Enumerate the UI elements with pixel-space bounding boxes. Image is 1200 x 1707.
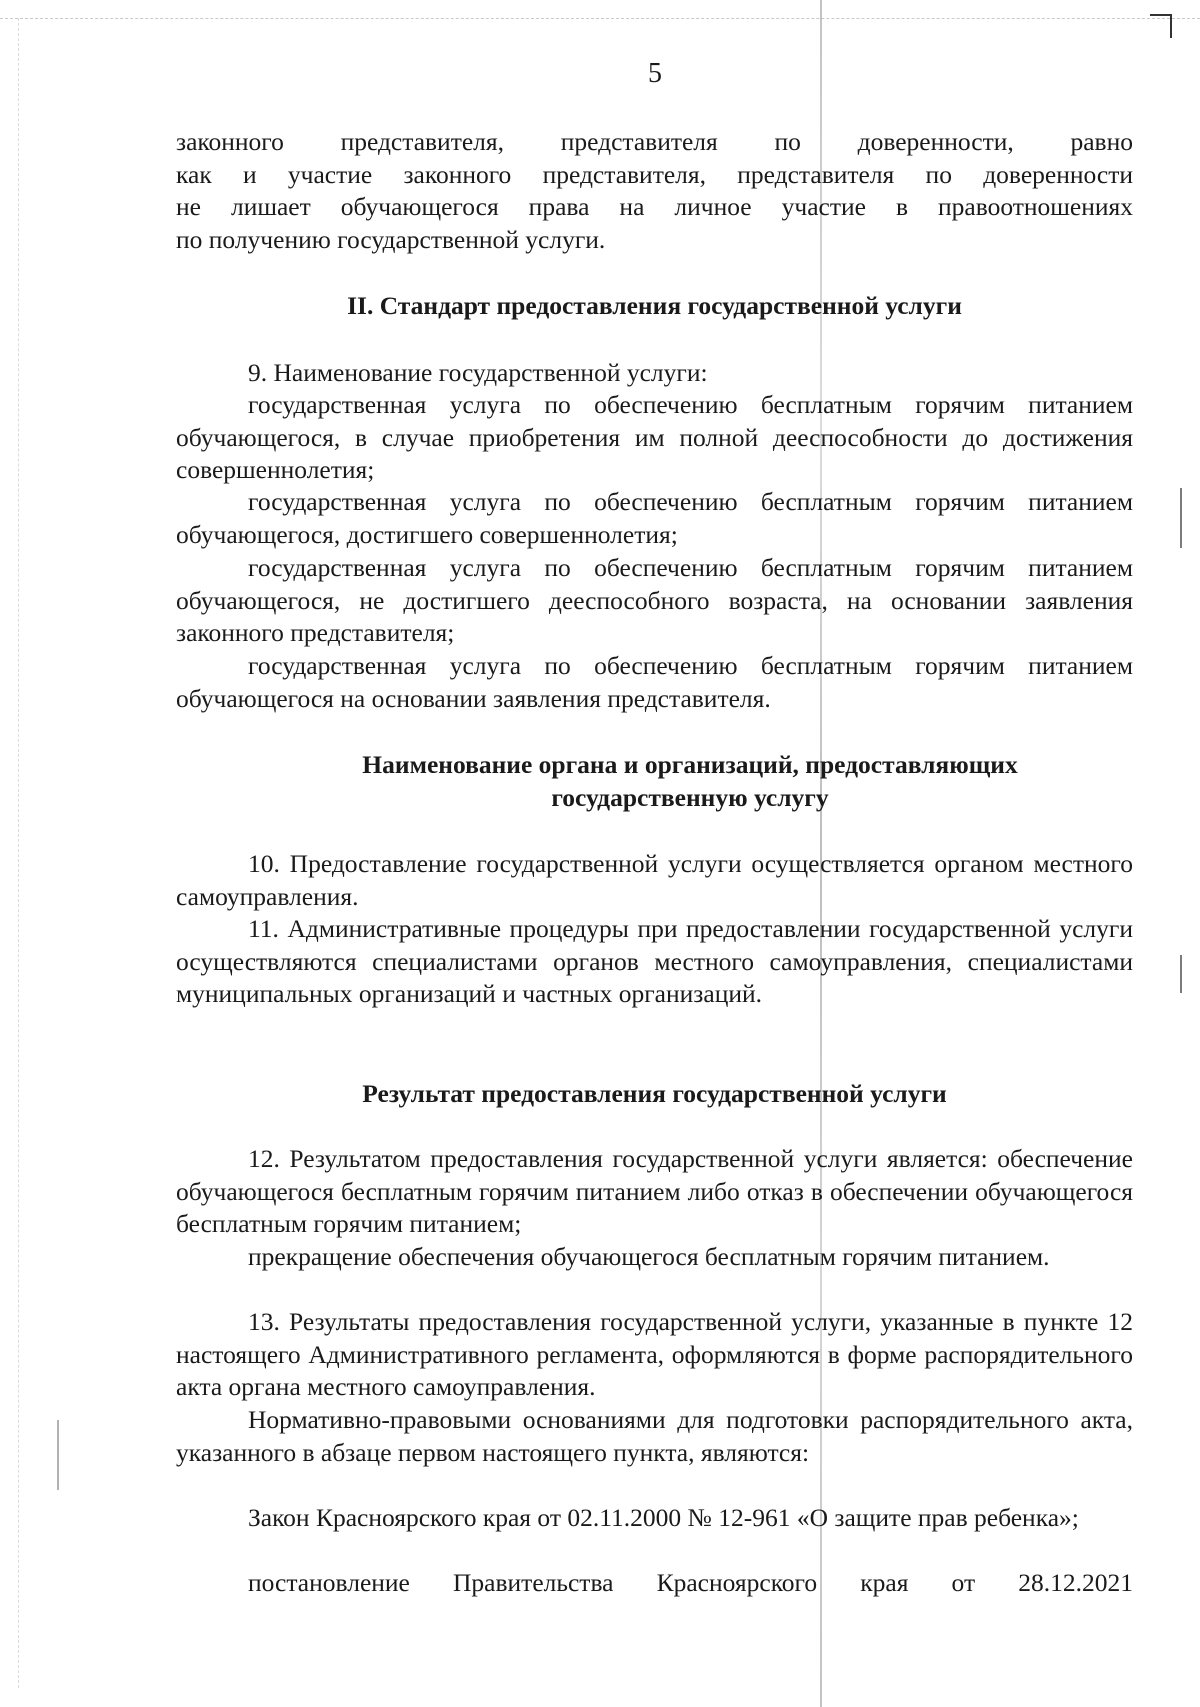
paragraph [176, 1404, 1133, 1469]
paragraph-text: 12. Результатом предоставления государственной услуги является: обеспечение обучающегося бесплатным горячим питанием либо отказ в обеспечении обучающегося бесплатным горячим питанием; [176, 1144, 1133, 1238]
paragraph [176, 357, 1133, 390]
scan-margin-mark [1180, 955, 1182, 993]
paragraph [176, 552, 1133, 650]
scan-edge-top [0, 18, 1200, 20]
paragraph-text: Закон Красноярского края от 02.11.2000 № 12-961 «О защите прав ребенка»; [248, 1503, 1079, 1532]
heading-text: Результат предоставления государственной услуги [362, 1079, 947, 1108]
section-heading [300, 749, 1080, 814]
paragraph-text: Нормативно-правовыми основаниями для подготовки распорядительного акта, указанного в абзаце первом настоящего пункта, являются: [176, 1405, 1133, 1467]
paragraph [176, 848, 1133, 913]
paragraph-text: государственная услуга по обеспечению бесплатным горячим питанием обучающегося, достигшего совершеннолетия; [176, 487, 1133, 549]
paragraph-line: как и участие законного представителя, представителя по доверенности [176, 159, 1133, 189]
paragraph [176, 650, 1133, 715]
heading-text: Наименование органа и организаций, предоставляющих государственную услугу [362, 750, 1018, 812]
paragraph-line: не лишает обучающегося права на личное участие в правоотношениях [176, 192, 1133, 221]
paragraph-text: 11. Административные процедуры при предоставлении государственной услуги осуществляются специалистами органов местного самоуправления, специалистами муниципальных организаций и частных организаций. [176, 914, 1133, 1008]
paragraph [176, 1241, 1133, 1274]
paragraph-text: государственная услуга по обеспечению бесплатным горячим питанием обучающегося на основании заявления представителя. [176, 651, 1133, 713]
scan-edge-left [18, 18, 20, 1688]
scan-margin-mark [1180, 488, 1182, 548]
paragraph [176, 486, 1133, 551]
scan-corner-mark [1170, 14, 1172, 38]
paragraph [176, 1306, 1133, 1404]
paragraph [176, 1567, 1133, 1600]
paragraph-line: законного представителя, представителя по доверенности, равно [176, 127, 1133, 156]
section-heading [176, 290, 1133, 323]
scan-margin-mark [57, 1420, 59, 1490]
paragraph [176, 389, 1133, 487]
paragraph-line: по получению государственной услуги. [176, 224, 606, 254]
page-number: 5 [648, 58, 662, 89]
paragraph-text: 13. Результаты предоставления государственной услуги, указанные в пункте 12 настоящего Административного регламента, оформляются в форме распорядительного акта органа местного самоуправления. [176, 1307, 1133, 1401]
heading-text: II. Стандарт предоставления государственной услуги [347, 291, 962, 320]
section-heading [176, 1078, 1133, 1111]
paragraph [176, 913, 1133, 1011]
scan-corner-mark [1150, 14, 1172, 16]
paragraph-text: постановление Правительства Красноярского края от 28.12.2021 [248, 1568, 1133, 1597]
paragraph [176, 1143, 1133, 1241]
paragraph [176, 1502, 1133, 1535]
paragraph-text: прекращение обеспечения обучающегося бесплатным горячим питанием. [248, 1242, 1050, 1271]
paragraph-text: 10. Предоставление государственной услуги осуществляется органом местного самоуправления. [176, 849, 1133, 911]
paragraph-text: 9. Наименование государственной услуги: [248, 358, 708, 387]
paragraph-text: государственная услуга по обеспечению бесплатным горячим питанием обучающегося, в случае приобретения им полной дееспособности до достижения совершеннолетия; [176, 390, 1133, 484]
paragraph [176, 126, 1133, 256]
paragraph-text: государственная услуга по обеспечению бесплатным горячим питанием обучающегося, не достигшего дееспособного возраста, на основании заявления законного представителя; [176, 553, 1133, 647]
